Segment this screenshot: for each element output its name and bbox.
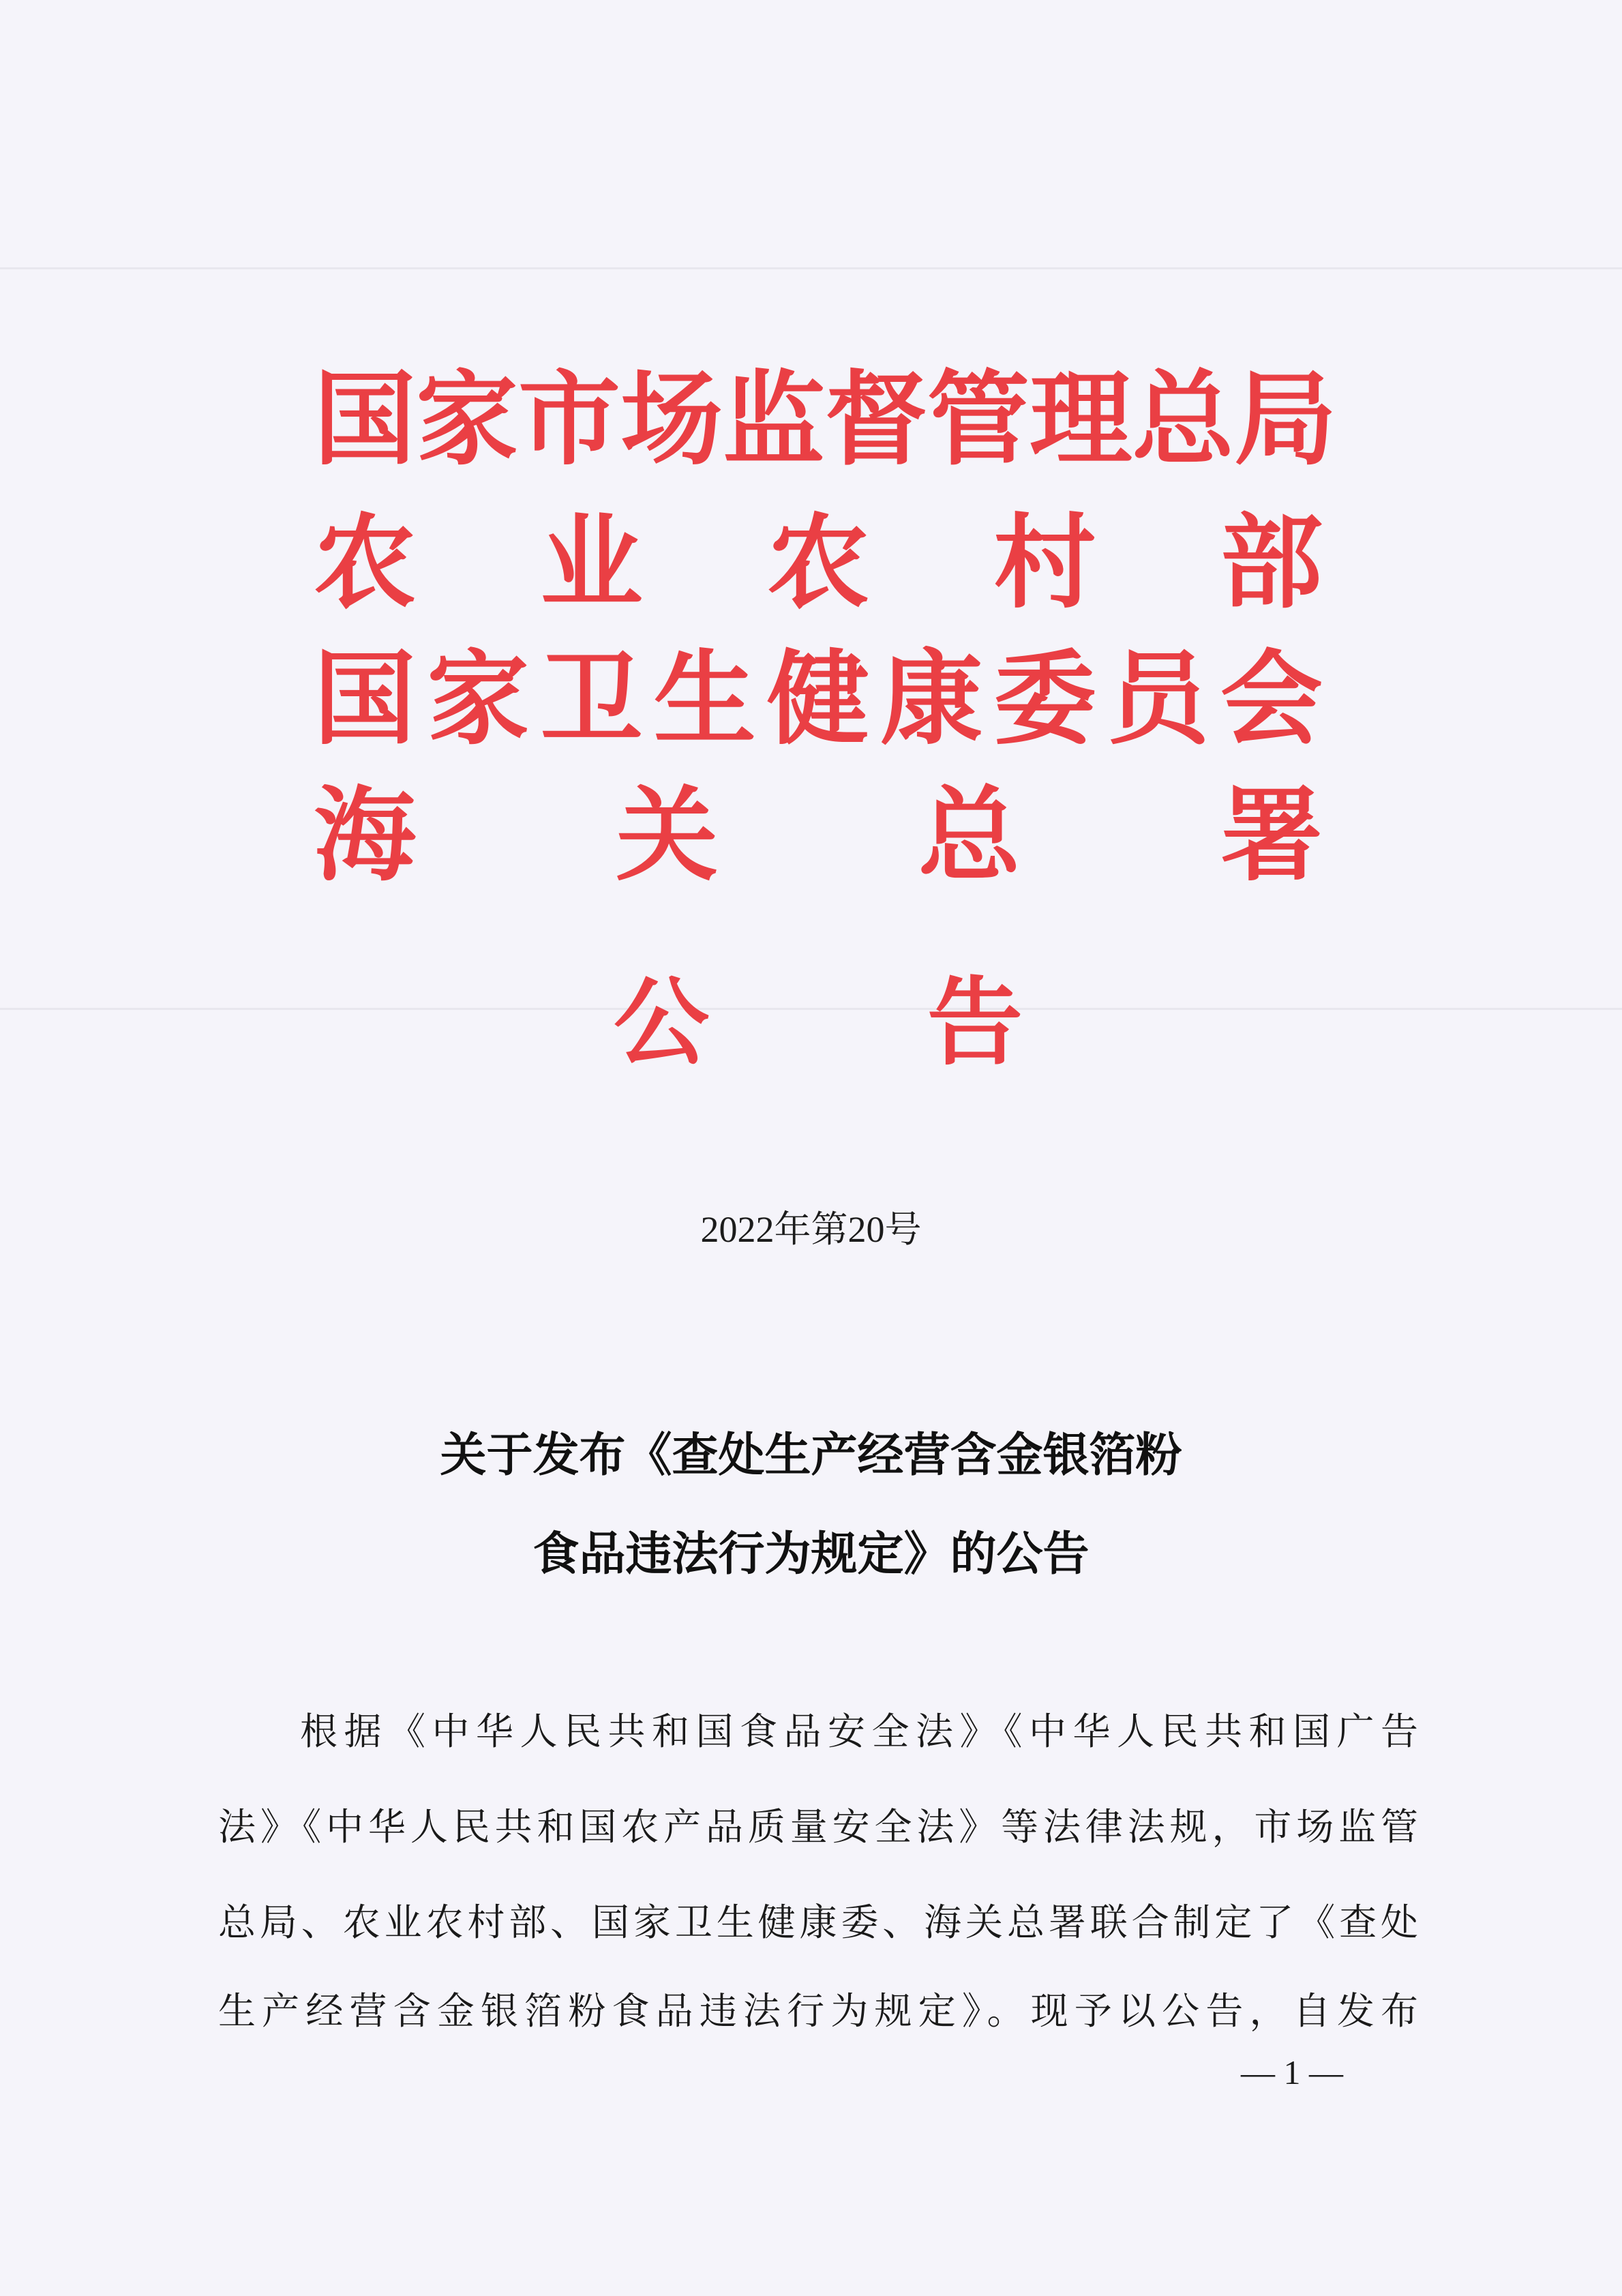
agency-char: 督 — [825, 359, 928, 479]
agency-char: 农 — [314, 503, 417, 623]
notice-heading — [614, 961, 1023, 1084]
agency-line-gac — [314, 771, 1323, 900]
agency-char: 理 — [1030, 359, 1132, 479]
agency-char: 监 — [723, 359, 826, 479]
notice-char: 告 — [927, 967, 1023, 1079]
agency-char: 国 — [314, 359, 417, 479]
agency-line-samr — [314, 355, 1337, 484]
agency-char: 委 — [993, 639, 1096, 759]
body-paragraph-line: 总局、农业农村部、国家卫生健康委、海关总署联合制定了《查处 — [218, 1900, 1418, 1944]
agency-line-nhc — [314, 634, 1323, 764]
agency-char: 健 — [766, 639, 869, 759]
agency-char: 员 — [1107, 639, 1210, 759]
notice-char: 公 — [614, 967, 710, 1079]
agency-char: 村 — [993, 503, 1096, 623]
body-paragraph-line: 根据《中华人民共和国食品安全法》《中华人民共和国广告 — [300, 1710, 1418, 1753]
agency-char: 卫 — [540, 639, 643, 759]
body-paragraph-line: 法》《中华人民共和国农产品质量安全法》等法律法规，市场监管 — [218, 1805, 1418, 1849]
agency-char: 管 — [927, 359, 1030, 479]
agency-char: 海 — [314, 775, 417, 895]
title-line-1: 关于发布《查处生产经营含金银箔粉 — [440, 1428, 1182, 1482]
agency-char: 关 — [616, 775, 719, 895]
title-line-2: 食品违法行为规定》的公告 — [532, 1527, 1090, 1581]
document-number: 2022年第20号 — [700, 1209, 922, 1250]
body-paragraph-line: 生产经营含金银箔粉食品违法行为规定》。现予以公告，自发布 — [218, 1989, 1418, 2033]
agency-char: 会 — [1220, 639, 1323, 759]
scan-artifact-line — [0, 267, 1622, 269]
agency-char: 署 — [1220, 775, 1323, 895]
agency-char: 部 — [1220, 503, 1323, 623]
agency-char: 家 — [416, 359, 519, 479]
page-number: — 1 — — [1241, 2053, 1343, 2091]
agency-char: 农 — [766, 503, 869, 623]
agency-line-moa — [314, 498, 1323, 627]
agency-char: 市 — [518, 359, 621, 479]
agency-char: 总 — [918, 775, 1021, 895]
agency-char: 总 — [1132, 359, 1235, 479]
agency-char: 业 — [540, 503, 643, 623]
agency-char: 生 — [653, 639, 756, 759]
agency-char: 家 — [427, 639, 530, 759]
agency-char: 局 — [1234, 359, 1337, 479]
agency-char: 国 — [314, 639, 417, 759]
agency-char: 场 — [620, 359, 723, 479]
agency-char: 康 — [880, 639, 983, 759]
